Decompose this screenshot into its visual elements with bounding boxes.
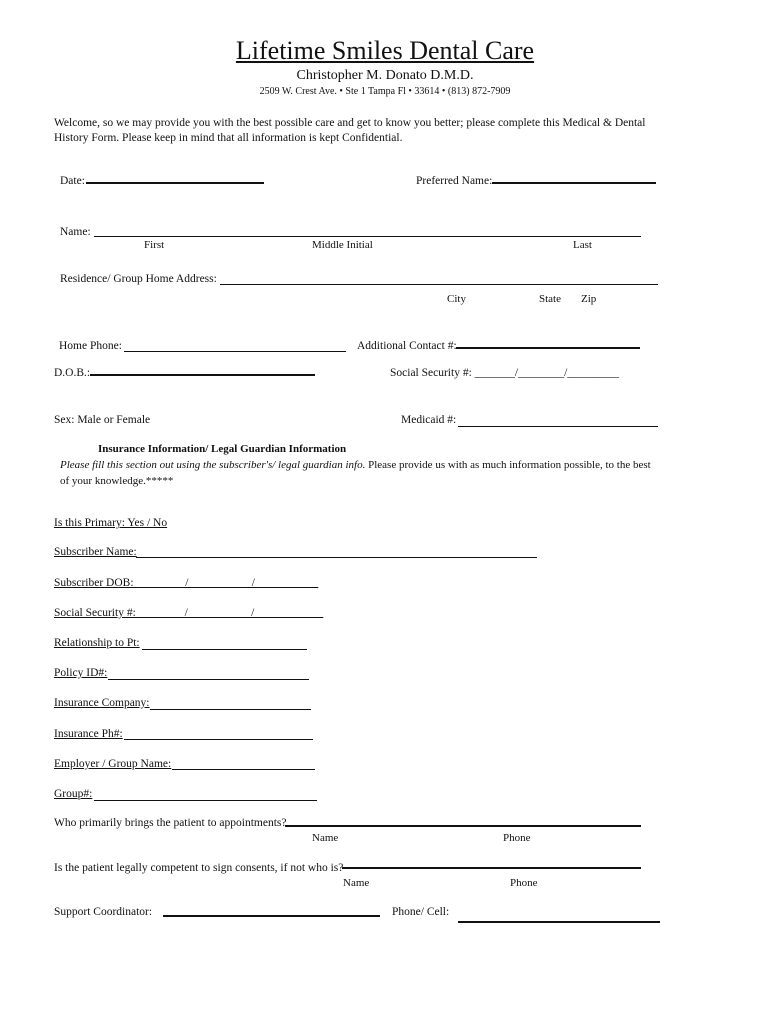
insurance-phone-field[interactable] bbox=[124, 739, 313, 740]
brings-patient-field[interactable] bbox=[285, 825, 641, 827]
primary-field[interactable]: Is this Primary: Yes / No bbox=[54, 517, 168, 529]
insurance-note bbox=[60, 457, 660, 489]
doctor-name: Christopher M. Donato D.M.D. bbox=[296, 68, 474, 83]
policy-id-field[interactable] bbox=[108, 679, 309, 680]
relationship-label: Relationship to Pt: bbox=[54, 637, 140, 649]
state-caption: State bbox=[539, 293, 561, 305]
home-phone-label: Home Phone: bbox=[59, 340, 122, 352]
support-coordinator-label: Support Coordinator: bbox=[54, 906, 153, 918]
date-field[interactable] bbox=[86, 182, 264, 184]
additional-contact-label: Additional Contact #: bbox=[357, 340, 457, 352]
name-middle-caption: Middle Initial bbox=[312, 239, 373, 251]
form-title: Lifetime Smiles Dental Care bbox=[235, 36, 535, 65]
date-label: Date: bbox=[60, 175, 85, 187]
dob-field[interactable] bbox=[90, 374, 315, 376]
preferred-name-label: Preferred Name: bbox=[416, 175, 493, 187]
address-field[interactable] bbox=[220, 284, 658, 285]
policy-id-label: Policy ID#: bbox=[54, 667, 108, 679]
group-field[interactable] bbox=[94, 800, 317, 801]
home-phone-field[interactable] bbox=[124, 351, 346, 352]
brings-patient-label: Who primarily brings the patient to appointments? bbox=[54, 817, 287, 829]
subscriber-dob-field[interactable]: Subscriber DOB:_________/___________/___________ bbox=[54, 577, 319, 589]
practice-address: 2509 W. Crest Ave. • Ste 1 Tampa Fl • 33614 • (813) 872-7909 bbox=[259, 86, 511, 97]
competent-phone-caption: Phone bbox=[510, 877, 538, 889]
medicaid-field[interactable] bbox=[458, 426, 658, 427]
insurance-note-rest: Please provide us with as much information possible, to the best of your knowledge.***** bbox=[60, 459, 651, 487]
employer-label: Employer / Group Name: bbox=[54, 758, 172, 770]
phone-cell-label: Phone/ Cell: bbox=[392, 906, 450, 918]
additional-contact-field[interactable] bbox=[456, 347, 640, 349]
insurance-phone-label: Insurance Ph#: bbox=[54, 728, 123, 740]
name-label: Name: bbox=[60, 226, 91, 238]
subscriber-name-field[interactable] bbox=[136, 557, 537, 558]
intro-paragraph: Welcome, so we may provide you with the best possible care and get to know you better; please complete this Medical & Dental History Form. Please keep in mind that all information is kept Confidential. bbox=[54, 117, 646, 144]
competent-field[interactable] bbox=[342, 867, 641, 869]
relationship-field[interactable] bbox=[142, 649, 307, 650]
insurance-ssn-field[interactable]: Social Security #: ________/___________/____________ bbox=[54, 607, 324, 619]
dob-label: D.O.B.: bbox=[54, 367, 91, 379]
address-label: Residence/ Group Home Address: bbox=[60, 273, 217, 285]
medicaid-label: Medicaid #: bbox=[401, 414, 457, 426]
phone-cell-field[interactable] bbox=[458, 921, 660, 923]
employer-field[interactable] bbox=[172, 769, 315, 770]
name-first-caption: First bbox=[144, 239, 165, 251]
competent-name-caption: Name bbox=[343, 877, 370, 889]
name-field[interactable] bbox=[94, 236, 641, 237]
ssn-field[interactable]: Social Security #: _______/________/_________ bbox=[390, 367, 620, 379]
brings-phone-caption: Phone bbox=[503, 832, 531, 844]
insurance-company-label: Insurance Company: bbox=[54, 697, 150, 709]
subscriber-name-label: Subscriber Name: bbox=[54, 546, 137, 558]
insurance-company-field[interactable] bbox=[150, 709, 311, 710]
city-caption: City bbox=[447, 293, 466, 305]
preferred-name-field[interactable] bbox=[492, 182, 656, 184]
insurance-note-italic: Please fill this section out using the subscriber's/ legal guardian info. bbox=[60, 459, 366, 471]
name-last-caption: Last bbox=[573, 239, 592, 251]
sex-field[interactable]: Sex: Male or Female bbox=[54, 414, 151, 426]
competent-label: Is the patient legally competent to sign consents, if not who is? bbox=[54, 862, 344, 874]
group-label: Group#: bbox=[54, 788, 93, 800]
zip-caption: Zip bbox=[581, 293, 597, 305]
brings-name-caption: Name bbox=[312, 832, 339, 844]
insurance-heading: Insurance Information/ Legal Guardian Information bbox=[98, 443, 347, 455]
support-coordinator-field[interactable] bbox=[163, 915, 380, 917]
